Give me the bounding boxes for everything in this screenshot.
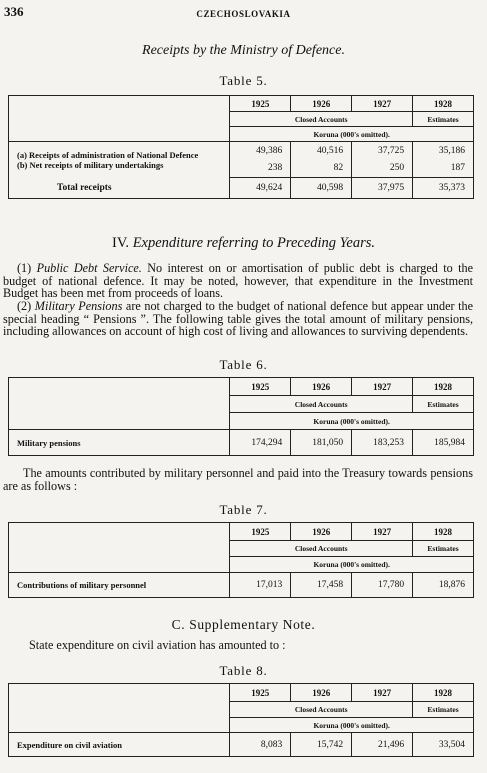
table7 (8, 522, 474, 598)
paragraph-public-debt: (1) Public Debt Service. No interest on or amortisation of public debt is charged to the budget of national defence. It may be noted, however, that expenditure in the Investment Budget has been met from proceeds of loans. (3, 261, 474, 301)
table5-closed-accounts: Closed Accounts (230, 112, 413, 127)
page-number: 336 (4, 4, 24, 19)
table8-caption: Table 8. (219, 663, 268, 678)
table5-stub (9, 96, 230, 142)
table5-label-b: (b) Net receipts of military undertakings (17, 159, 164, 170)
table5-total-cell: 37,975 (352, 178, 413, 199)
table6-year: 1926 (291, 378, 352, 396)
table8-row-label: Expenditure on civil aviation (9, 733, 230, 757)
table8-estimates: Estimates (413, 702, 474, 718)
table5 (8, 95, 474, 199)
table5-year: 1925 (230, 96, 291, 112)
table5-cell: 49,386 238 (230, 142, 291, 178)
table6-caption: Table 6. (219, 357, 268, 372)
table5-total-cell: 40,598 (291, 178, 352, 199)
table5-year: 1926 (291, 96, 352, 112)
table8-cell: 15,742 (291, 733, 352, 757)
table7-row-label: Contributions of military personnel (9, 573, 230, 598)
table5-total-cell: 49,624 (230, 178, 291, 199)
table6-cell: 174,294 (230, 430, 291, 456)
table5-total-cell: 35,373 (413, 178, 474, 199)
paragraph-civil-aviation: State expenditure on civil aviation has amounted to : (29, 638, 286, 652)
table7-caption: Table 7. (219, 502, 268, 517)
table6-estimates: Estimates (413, 396, 474, 413)
table7-cell: 18,876 (413, 573, 474, 598)
table8-cell: 33,504 (413, 733, 474, 757)
table6-year: 1928 (413, 378, 474, 396)
table7-unit: Koruna (000's omitted). (230, 557, 474, 573)
table5-unit: Koruna (000's omitted). (230, 127, 474, 142)
table6-cell: 185,984 (413, 430, 474, 456)
table6-row-label: Military pensions (9, 430, 230, 456)
table7-closed-accounts: Closed Accounts (230, 541, 413, 557)
section-numeral: IV. (112, 235, 130, 251)
table6-stub (9, 378, 230, 430)
table7-year: 1927 (352, 523, 413, 541)
paragraph-military-pensions: (2) Military Pensions are not charged to the budget of national defence but appear under the special heading “ Pensions ”. The following table gives the total amount of military pensions, including allowances on account of high cost of living and allowances to surviving dependents. (3, 299, 474, 339)
table6-year: 1925 (230, 378, 291, 396)
receipts-title: Receipts by the Ministry of Defence. (142, 43, 345, 58)
table6-unit: Koruna (000's omitted). (230, 413, 474, 430)
table5-total-label: Total receipts (57, 182, 112, 193)
table7-estimates: Estimates (413, 541, 474, 557)
paragraph-contributions: The amounts contributed by military personnel and paid into the Treasury towards pensions are as follows : (3, 466, 473, 493)
table5-label-a: (a) Receipts of administration of National Defence (17, 149, 199, 160)
table6-cell: 183,253 (352, 430, 413, 456)
table8-year: 1927 (352, 684, 413, 702)
table5-year: 1927 (352, 96, 413, 112)
table8-stub (9, 684, 230, 733)
table6 (8, 377, 474, 456)
table8-cell: 8,083 (230, 733, 291, 757)
table5-caption: Table 5. (219, 73, 268, 88)
table7-stub (9, 523, 230, 573)
table6-cell: 181,050 (291, 430, 352, 456)
table7-year: 1926 (291, 523, 352, 541)
table5-row-label (9, 142, 230, 178)
section-heading-iv (0, 235, 487, 252)
table8 (8, 683, 474, 757)
table5-cell: 37,725 250 (352, 142, 413, 178)
table8-year: 1928 (413, 684, 474, 702)
table7-year: 1925 (230, 523, 291, 541)
table8-closed-accounts: Closed Accounts (230, 702, 413, 718)
table7-year: 1928 (413, 523, 474, 541)
table8-unit: Koruna (000's omitted). (230, 718, 474, 733)
table6-year: 1927 (352, 378, 413, 396)
table7-cell: 17,458 (291, 573, 352, 598)
table5-year: 1928 (413, 96, 474, 112)
table8-cell: 21,496 (352, 733, 413, 757)
table7-cell: 17,780 (352, 573, 413, 598)
table5-cell: 35,186 187 (413, 142, 474, 178)
table5-cell: 40,516 82 (291, 142, 352, 178)
table6-closed-accounts: Closed Accounts (230, 396, 413, 413)
running-title: CZECHOSLOVAKIA (196, 9, 291, 19)
section-heading-c: C. Supplementary Note. (171, 617, 316, 632)
table8-year: 1925 (230, 684, 291, 702)
table8-year: 1926 (291, 684, 352, 702)
table5-estimates: Estimates (413, 112, 474, 127)
section-title: Expenditure referring to Preceding Years. (132, 235, 375, 251)
table7-cell: 17,013 (230, 573, 291, 598)
